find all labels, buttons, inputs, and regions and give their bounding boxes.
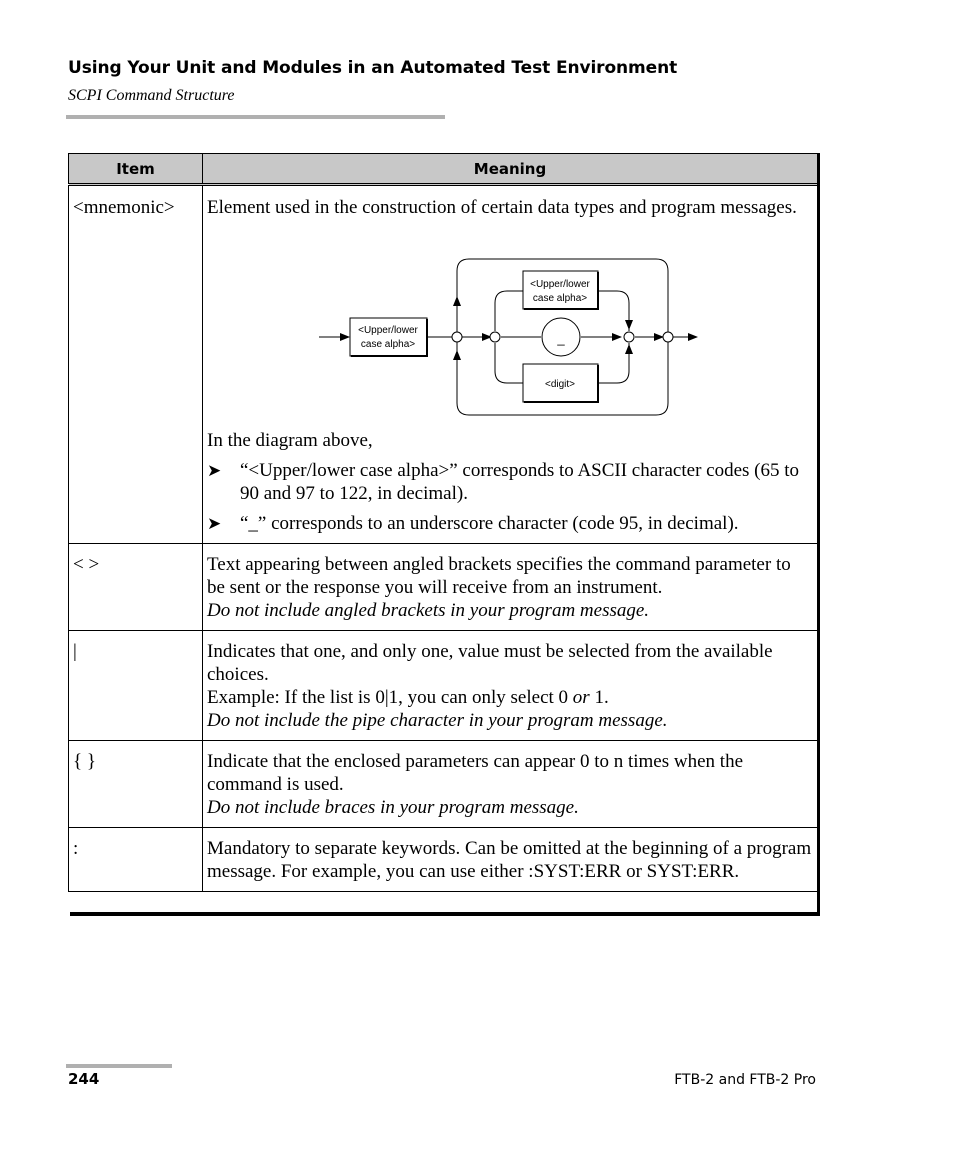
meaning-note: Do not include braces in your program message. xyxy=(207,797,579,818)
diagram-label-alpha-in-2: case alpha> xyxy=(360,339,416,350)
table-shadow-right xyxy=(817,153,820,916)
bullet-text: “<Upper/lower case alpha>” corresponds to ASCII character codes (65 to 90 and 97 to 122, in decimal). xyxy=(240,460,800,504)
meaning-text: Text appearing between angled brackets specifies the command parameter to be sent or the response you will receive from an instrument. xyxy=(207,554,791,598)
meaning-text: Element used in the construction of certain data types and program messages. xyxy=(207,197,797,218)
mnemonic-syntax-diagram xyxy=(207,239,814,421)
item-cell: { } xyxy=(69,741,203,828)
header-rule xyxy=(66,115,445,119)
bullet-item xyxy=(207,459,813,505)
footer-rule xyxy=(66,1064,172,1068)
diagram-caption: In the diagram above, xyxy=(207,430,373,451)
meaning-text: Mandatory to separate keywords. Can be omitted at the beginning of a program message. For example, you can use either :SYST:ERR or SYST:ERR. xyxy=(207,838,812,882)
item-cell: <mnemonic> xyxy=(69,185,203,544)
table-row xyxy=(69,544,818,631)
table-row xyxy=(69,828,818,892)
chapter-title: Using Your Unit and Modules in an Automated Test Environment xyxy=(68,58,678,78)
item-cell: < > xyxy=(69,544,203,631)
table-shadow-bottom xyxy=(70,912,820,916)
meaning-note: Do not include the pipe character in your program message. xyxy=(207,710,668,731)
diagram-label-alpha-top-1: <Upper/lower xyxy=(530,279,590,290)
table-row xyxy=(69,185,818,544)
meaning-text: Indicates that one, and only one, value must be selected from the available choices. xyxy=(207,641,773,685)
bullet-item xyxy=(207,512,813,535)
column-header-meaning: Meaning xyxy=(203,154,818,185)
column-header-item: Item xyxy=(69,154,203,185)
meaning-cell xyxy=(203,185,818,544)
diagram-label-alpha-top-2: case alpha> xyxy=(532,293,588,304)
table-header-row xyxy=(69,154,818,185)
table-row xyxy=(69,741,818,828)
bullet-text: “_” corresponds to an underscore character (code 95, in decimal). xyxy=(240,513,739,534)
meaning-cell xyxy=(203,631,818,741)
diagram-label-alpha-in-1: <Upper/lower xyxy=(358,325,418,336)
diagram-label-digit: <digit> xyxy=(544,379,576,390)
item-cell: : xyxy=(69,828,203,892)
meaning-example xyxy=(207,686,813,709)
meaning-cell xyxy=(203,741,818,828)
syntax-table xyxy=(68,153,818,892)
item-cell: | xyxy=(69,631,203,741)
section-subtitle: SCPI Command Structure xyxy=(68,87,235,104)
table-row xyxy=(69,631,818,741)
meaning-cell xyxy=(203,544,818,631)
meaning-note: Do not include angled brackets in your program message. xyxy=(207,600,650,621)
product-name: FTB-2 and FTB-2 Pro xyxy=(674,1072,816,1088)
arrow-bullet-icon: ➤ xyxy=(207,514,222,533)
diagram-label-underscore: _ xyxy=(557,331,565,346)
example-suffix: 1. xyxy=(589,687,609,708)
meaning-cell xyxy=(203,828,818,892)
example-prefix: Example: If the list is 0|1, you can only select 0 xyxy=(207,687,573,708)
arrow-bullet-icon: ➤ xyxy=(207,461,222,480)
meaning-text: Indicate that the enclosed parameters can appear 0 to n times when the command is used. xyxy=(207,751,743,795)
example-or: or xyxy=(572,687,590,708)
page-number: 244 xyxy=(68,1070,100,1088)
